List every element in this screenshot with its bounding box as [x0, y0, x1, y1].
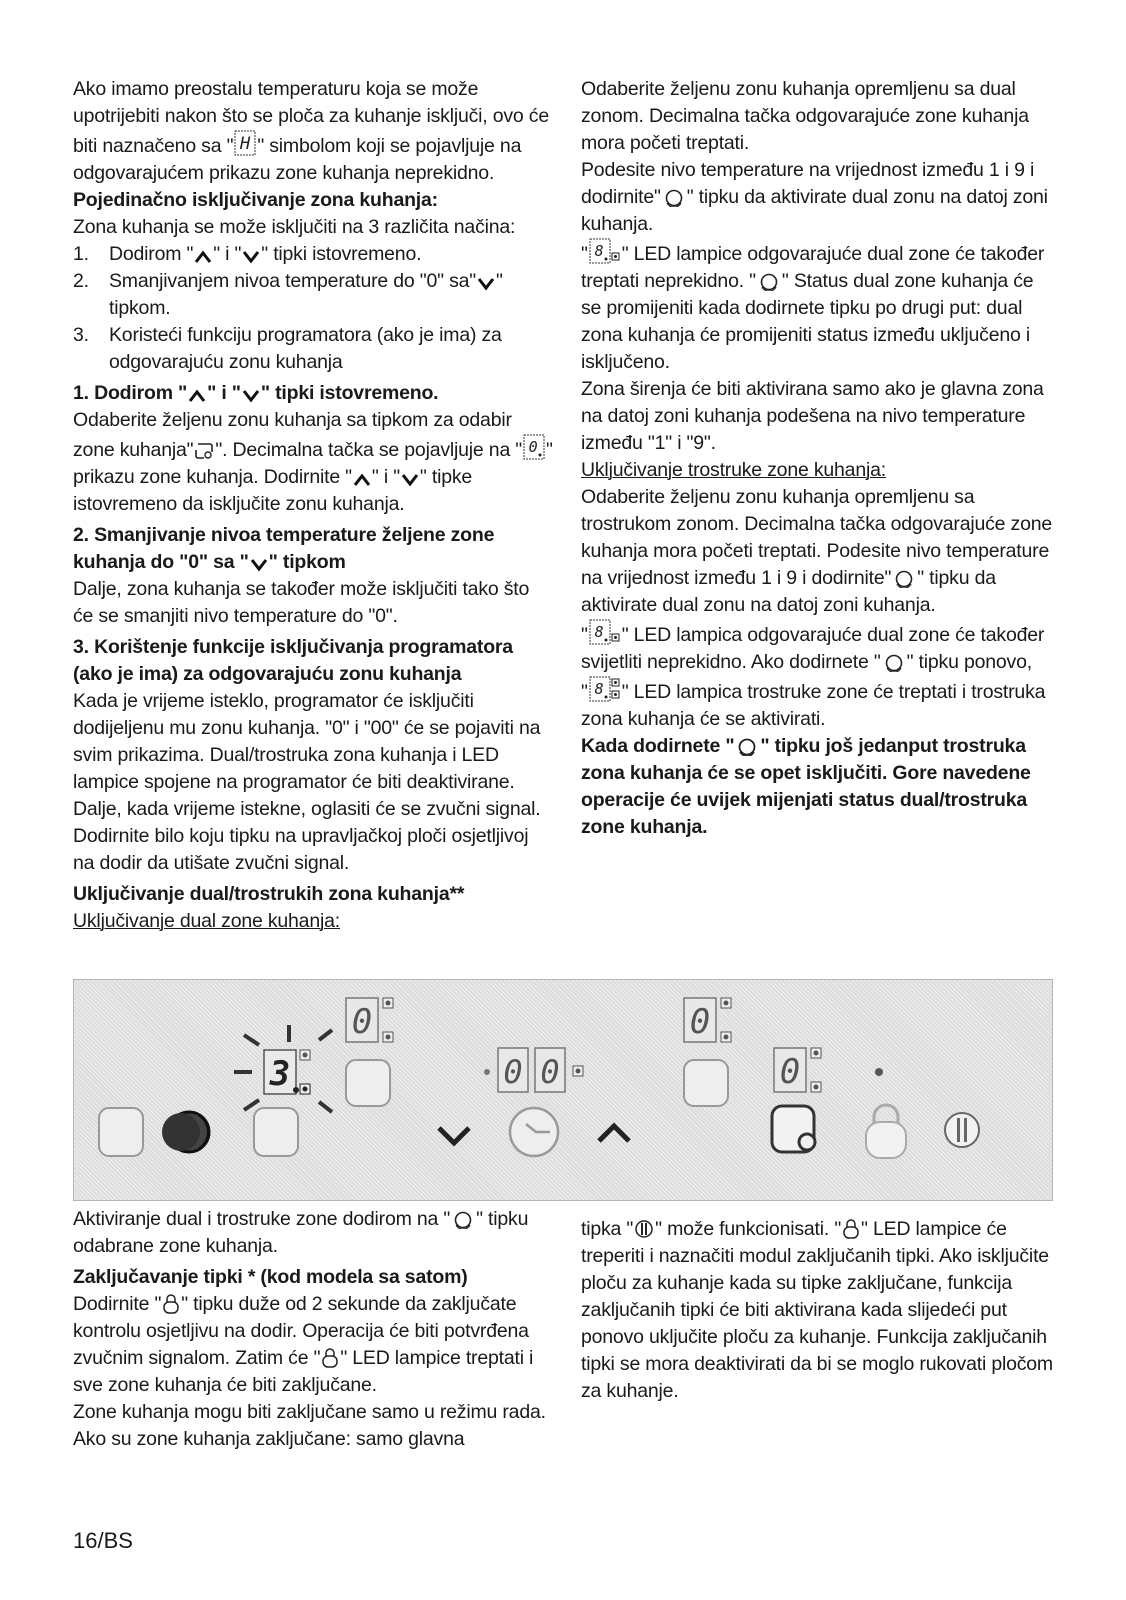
heading-1: 1. Dodirom " " i " " tipki istovremeno.	[73, 382, 439, 404]
right-column	[581, 76, 1056, 841]
zone-select-key-active[interactable]	[772, 1106, 815, 1152]
display-eight-led-icon	[589, 238, 621, 264]
heading-single-off: Pojedinačno isključivanje zona kuhanja:	[73, 189, 438, 211]
list-item: 2. Smanjivanjem nivoa temperature do "0" sa" " tipkom.	[73, 270, 503, 319]
right-paragraph-7: " 8 " LED lampica trostruke zone će treptati i trostruka zona kuhanja će se aktivirati.	[581, 676, 1056, 733]
cooking-zone-display-active	[234, 1025, 332, 1112]
activation-paragraph: Aktiviranje dual i trostruke zone dodirom na " " tipku odabrane zone kuhanja.	[73, 1208, 529, 1257]
heading-4: Uključivanje dual/trostrukih zona kuhanja**	[73, 883, 465, 905]
svg-text:0: 0	[503, 1053, 523, 1091]
right-paragraph-6: " 8 " LED lampica odgovarajuće dual zone će također svijetliti neprekidno. Ako dodirnete " " tipku ponovo,	[581, 619, 1056, 676]
control-panel-illustration	[73, 979, 1053, 1201]
down-arrow-icon	[242, 389, 260, 403]
lock-led-icon	[875, 1068, 883, 1076]
svg-text:H: H	[240, 134, 251, 154]
paragraph-2: Dalje, zona kuhanja se također može isključiti tako što će se smanjiti nivo temperature do "0".	[73, 578, 530, 627]
display-eight-double-led-icon	[589, 676, 621, 702]
zone-lock-paragraph: Zone kuhanja mogu biti zaključane samo u režimu rada. Ako su zone kuhanja zaključane: samo glavna	[73, 1401, 546, 1450]
down-arrow-key[interactable]	[439, 1128, 469, 1143]
timer-key-icon[interactable]	[510, 1108, 558, 1156]
down-arrow-icon	[401, 473, 419, 487]
bottom-left-column	[73, 1206, 553, 1453]
dual-zone-icon	[892, 570, 916, 588]
cooking-zone-display	[684, 998, 731, 1042]
lock-icon	[842, 1219, 860, 1239]
svg-text:0: 0	[689, 1002, 711, 1042]
timer-display	[484, 1048, 583, 1092]
dual-zone-icon	[735, 738, 759, 756]
down-arrow-icon	[250, 558, 268, 572]
cooking-zone-display	[346, 998, 393, 1042]
up-arrow-icon	[194, 250, 212, 264]
key-lock-paragraph: Dodirnite " " tipku duže od 2 sekunde da zaključate kontrolu osjetljivu na dodir. Operacija će biti potvrđena zvučnim signalom. Zatim će " " LED lampice treptati i sve zone kuhanja će biti zaključane.	[73, 1293, 534, 1396]
zone-select-key[interactable]	[254, 1108, 298, 1156]
control-panel-drawing	[74, 980, 1052, 1200]
left-column	[73, 76, 553, 935]
key-lock-indicator-icon[interactable]	[945, 1113, 979, 1147]
zone-select-key[interactable]	[684, 1060, 728, 1106]
svg-text:0: 0	[528, 438, 538, 456]
page-number: 16/BS	[73, 1528, 133, 1553]
bottom-right-column	[581, 1216, 1056, 1405]
right-paragraph-3: " 8 " LED lampice odgovarajuće dual zone će također treptati neprekidno. " " Status dual zone kuhanja će se promijeniti kada dodirnete tipku po drugi put: dual zona kuhanja će promijeniti status između uključeno i isključeno.	[581, 238, 1056, 376]
paragraph-3: Kada je vrijeme isteklo, programator će isključiti dodijeljenu mu zonu kuhanja. "0" i "00" će se pojaviti na svim prikazima. Dual/trostruka zona kuhanja i LED lampice spojene na programator će biti deaktivirane. Dalje, kada vrijeme istekne, oglasiti će se zvučni signal. Dodirnite bilo koju tipku na upravljačkoj ploči osjetljivoj na dodir da utišate zvučni signal.	[73, 690, 541, 874]
zone-select-icon	[194, 442, 214, 460]
intro-paragraph: Ako imamo preostalu temperaturu koja se može upotrijebiti nakon što se ploča za kuhanje isključi, ovo će biti naznačeno sa " H " simbolom koji se pojavljuje na odgovarajućem prikazu zone kuhanja neprekidno.	[73, 78, 549, 184]
list-item: 1. Dodirom " " i " " tipki istovremeno.	[73, 243, 422, 265]
heading-2: 2. Smanjivanje nivoa temperature željene zone kuhanja do "0" sa " " tipkom	[73, 524, 495, 573]
svg-text:8: 8	[594, 680, 604, 698]
right-paragraph-4: Zona širenja će biti aktivirana samo ako je glavna zona na datoj zoni kuhanja podešena na nivo temperature između "1" i "9".	[581, 378, 1044, 454]
up-arrow-icon	[353, 473, 371, 487]
heading-5: Uključivanje dual zone kuhanja:	[73, 910, 340, 932]
dual-zone-icon	[451, 1211, 475, 1229]
on-off-key[interactable]	[99, 1108, 143, 1156]
display-zero-dot-icon	[523, 434, 545, 460]
up-arrow-icon	[188, 389, 206, 403]
zone-select-key[interactable]	[346, 1060, 390, 1106]
dual-zone-icon	[757, 273, 781, 291]
key-lock-indicator-icon	[634, 1219, 654, 1239]
heading-3: 3. Korištenje funkcije isključivanja programatora (ako je ima) za odgovarajuću zonu kuhanja	[73, 636, 513, 685]
right-paragraph-8: Kada dodirnete " " tipku još jedanput trostruka zona kuhanja će se opet isključiti. Gore navedene operacije će uvijek mijenjati status dual/trostruka zone kuhanja.	[581, 735, 1031, 838]
ways-list	[73, 241, 553, 376]
up-arrow-key[interactable]	[599, 1126, 629, 1141]
list-item: 3. Koristeći funkciju programatora (ako je ima) za odgovarajuću zonu kuhanja	[73, 324, 502, 373]
down-arrow-icon	[477, 277, 495, 291]
down-arrow-icon	[242, 250, 260, 264]
heading-key-lock: Zaključavanje tipki * (kod modela sa satom)	[73, 1266, 468, 1288]
svg-text:0: 0	[351, 1002, 373, 1042]
dual-zone-key-icon[interactable]	[162, 1112, 209, 1152]
residual-heat-h-icon	[234, 130, 256, 156]
lock-key-icon[interactable]	[866, 1105, 906, 1158]
display-eight-led-icon	[589, 619, 621, 645]
dual-zone-icon	[662, 189, 686, 207]
heading-triple: Uključivanje trostruke zone kuhanja:	[581, 459, 886, 481]
key-lock-continued: tipka " " može funkcionisati. " " LED lampice će treperiti i naznačiti modul zaključanih tipki. Ako isključite ploču za kuhanje kada su tipke zaključane, funkcija zaključanih tipki će biti aktivirana kada slijedeći put ponovo uključite ploču za kuhanje. Funkcija zaključanih tipki se mora deaktivirati da bi se moglo rukovati pločom za kuhanje.	[581, 1218, 1053, 1402]
lock-icon	[162, 1294, 180, 1314]
right-paragraph-5: Odaberite željenu zonu kuhanja opremljenu sa trostrukom zonom. Decimalna tačka odgovarajuće zone kuhanja mora početi treptati. Podesite nivo temperature na vrijednost između 1 i 9 i dodirnite" " tipku da aktivirate dual zonu na datoj zoni kuhanja.	[581, 486, 1053, 616]
svg-text:3: 3	[269, 1054, 291, 1094]
right-paragraph-1: Odaberite željenu zonu kuhanja opremljenu sa dual zonom. Decimalna tačka odgovarajuće zone kuhanja mora početi treptati.	[581, 78, 1029, 154]
lock-icon	[321, 1348, 339, 1368]
cooking-zone-display	[774, 1048, 883, 1092]
svg-text:8: 8	[594, 623, 604, 641]
right-paragraph-2: Podesite nivo temperature na vrijednost između 1 i 9 i dodirnite" " tipku da aktivirate dual zonu na datoj zoni kuhanja.	[581, 159, 1048, 235]
dual-zone-icon	[882, 654, 906, 672]
paragraph-1: Odaberite željenu zonu kuhanja sa tipkom za odabir zone kuhanja" ". Decimalna tačka se pojavljuje na " 0 " prikazu zone kuhanja. Dodirnite " " i " " tipke istovremeno da isključite zonu kuhanja.	[73, 409, 553, 515]
svg-text:8: 8	[594, 242, 604, 260]
ways-intro: Zona kuhanja se može isključiti na 3 različita načina:	[73, 216, 516, 238]
svg-text:0: 0	[540, 1053, 560, 1091]
svg-text:0: 0	[779, 1052, 801, 1092]
